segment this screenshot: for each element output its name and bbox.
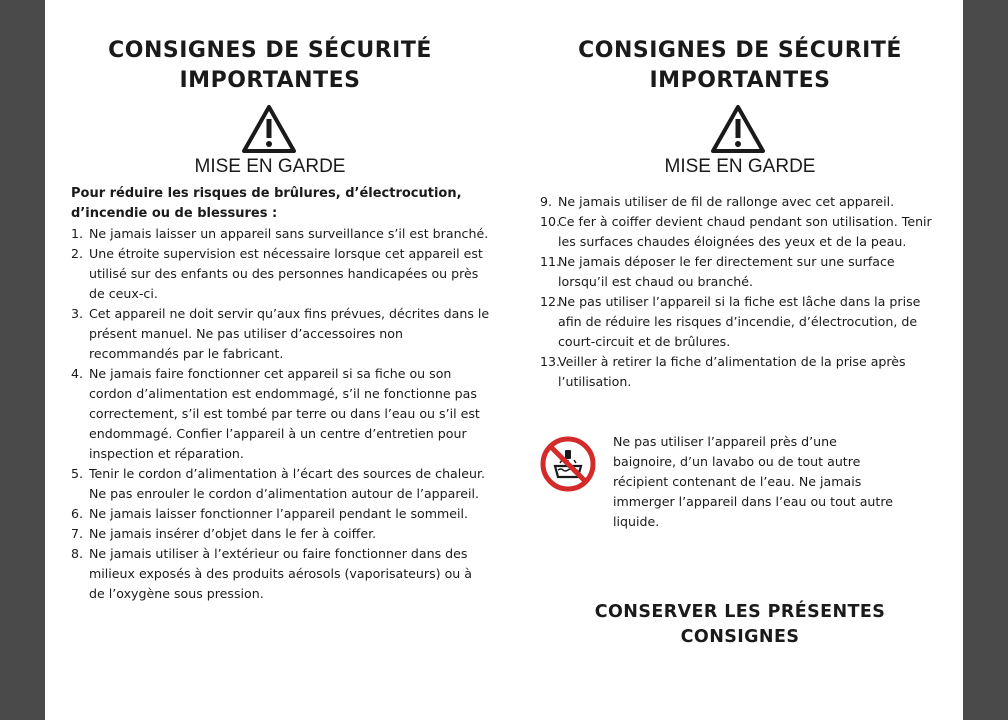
list-item-number: 10. <box>540 214 561 229</box>
warning-triangle-icon <box>710 104 766 154</box>
list-item <box>540 252 940 292</box>
intro-text: Pour réduire les risques de brûlures, d’électrocution, d’incendie ou de blessures : <box>71 186 462 221</box>
list-item-text: Tenir le cordon d’alimentation à l’écart des sources de chaleur. Ne pas enrouler le cordon d’alimentation autour de l’appareil. <box>89 466 486 501</box>
page-title-right <box>535 36 945 96</box>
warning-triangle-icon <box>241 104 297 154</box>
list-item-text: Veiller à retirer la fiche d’alimentation de la prise après l’utilisation. <box>558 354 906 389</box>
list-item-number: 4. <box>71 366 84 381</box>
list-item-number: 8. <box>71 546 84 561</box>
list-item <box>71 244 491 304</box>
title-line-1: CONSIGNES DE SÉCURITÉ <box>578 38 902 63</box>
list-item-number: 11. <box>540 254 561 269</box>
list-item-text: Ne jamais insérer d’objet dans le fer à coiffer. <box>89 526 377 541</box>
warning-label: MISE EN GARDE <box>664 156 816 177</box>
keep-instructions <box>535 600 945 650</box>
list-item-number: 3. <box>71 306 84 321</box>
list-item <box>540 212 940 252</box>
page-title-left <box>65 36 475 96</box>
list-item-text: Ne jamais utiliser à l’extérieur ou faire fonctionner dans des milieux exposés à des produits aérosols (vaporisateurs) ou à de l’oxygène sous pression. <box>89 546 472 601</box>
list-item-text: Une étroite supervision est nécessaire lorsque cet appareil est utilisé sur des enfants ou des personnes handicapées ou près de ceux-ci. <box>89 246 483 301</box>
title-line-2: IMPORTANTES <box>179 68 361 93</box>
safety-list-right <box>540 192 940 392</box>
list-item <box>540 192 940 212</box>
list-item <box>71 544 491 604</box>
list-item-text: Ne jamais laisser un appareil sans surveillance s’il est branché. <box>89 226 489 241</box>
list-item <box>540 352 940 392</box>
list-item-number: 5. <box>71 466 84 481</box>
no-water-icon <box>540 436 596 492</box>
title-line-2: IMPORTANTES <box>649 68 831 93</box>
list-item-number: 6. <box>71 506 84 521</box>
list-item-text: Cet appareil ne doit servir qu’aux fins prévues, décrites dans le présent manuel. Ne pas utiliser d’accessoires non recommandés par le fabricant. <box>89 306 490 361</box>
title-line-1: CONSIGNES DE SÉCURITÉ <box>108 38 432 63</box>
safety-list-left <box>71 224 491 604</box>
list-item-text: Ne jamais déposer le fer directement sur une surface lorsqu’il est chaud ou branché. <box>558 254 895 289</box>
list-item <box>71 524 491 544</box>
water-warning <box>535 432 945 532</box>
list-item-text: Ce fer à coiffer devient chaud pendant son utilisation. Tenir les surfaces chaudes éloignées des yeux et de la peau. <box>558 214 932 249</box>
list-item <box>540 292 940 352</box>
list-item <box>71 504 491 524</box>
list-item-number: 13. <box>540 354 561 369</box>
list-item <box>71 224 491 244</box>
list-item-number: 9. <box>540 194 553 209</box>
list-item-number: 1. <box>71 226 84 241</box>
list-item <box>71 364 491 464</box>
keep-line-2: CONSIGNES <box>680 627 800 647</box>
list-item-text: Ne pas utiliser l’appareil si la fiche est lâche dans la prise afin de réduire les risques d’incendie, d’électrocution, de court-circuit et de brûlures. <box>558 294 921 349</box>
list-item-text: Ne jamais laisser fonctionner l’appareil pendant le sommeil. <box>89 506 469 521</box>
manual-page <box>45 0 963 720</box>
list-item <box>71 464 491 504</box>
list-item-number: 7. <box>71 526 84 541</box>
water-warning-text: Ne pas utiliser l’appareil près d’une baignoire, d’un lavabo ou de tout autre récipient contenant de l’eau. Ne jamais immerger l’appareil dans l’eau ou tout autre liquide. <box>613 434 893 529</box>
list-item-text: Ne jamais utiliser de fil de rallonge avec cet appareil. <box>558 194 895 209</box>
list-item-number: 12. <box>540 294 561 309</box>
warning-label: MISE EN GARDE <box>194 156 346 177</box>
keep-line-1: CONSERVER LES PRÉSENTES <box>594 602 886 622</box>
list-item <box>71 304 491 364</box>
list-item-number: 2. <box>71 246 84 261</box>
list-item-text: Ne jamais faire fonctionner cet appareil si sa fiche ou son cordon d’alimentation est endommagé, s’il ne fonctionne pas correctement, s’il est tombé par terre ou dans l’eau ou s’il est endommagé. Confier l’appareil à un centre d’entretien pour inspection et réparation. <box>89 366 480 461</box>
